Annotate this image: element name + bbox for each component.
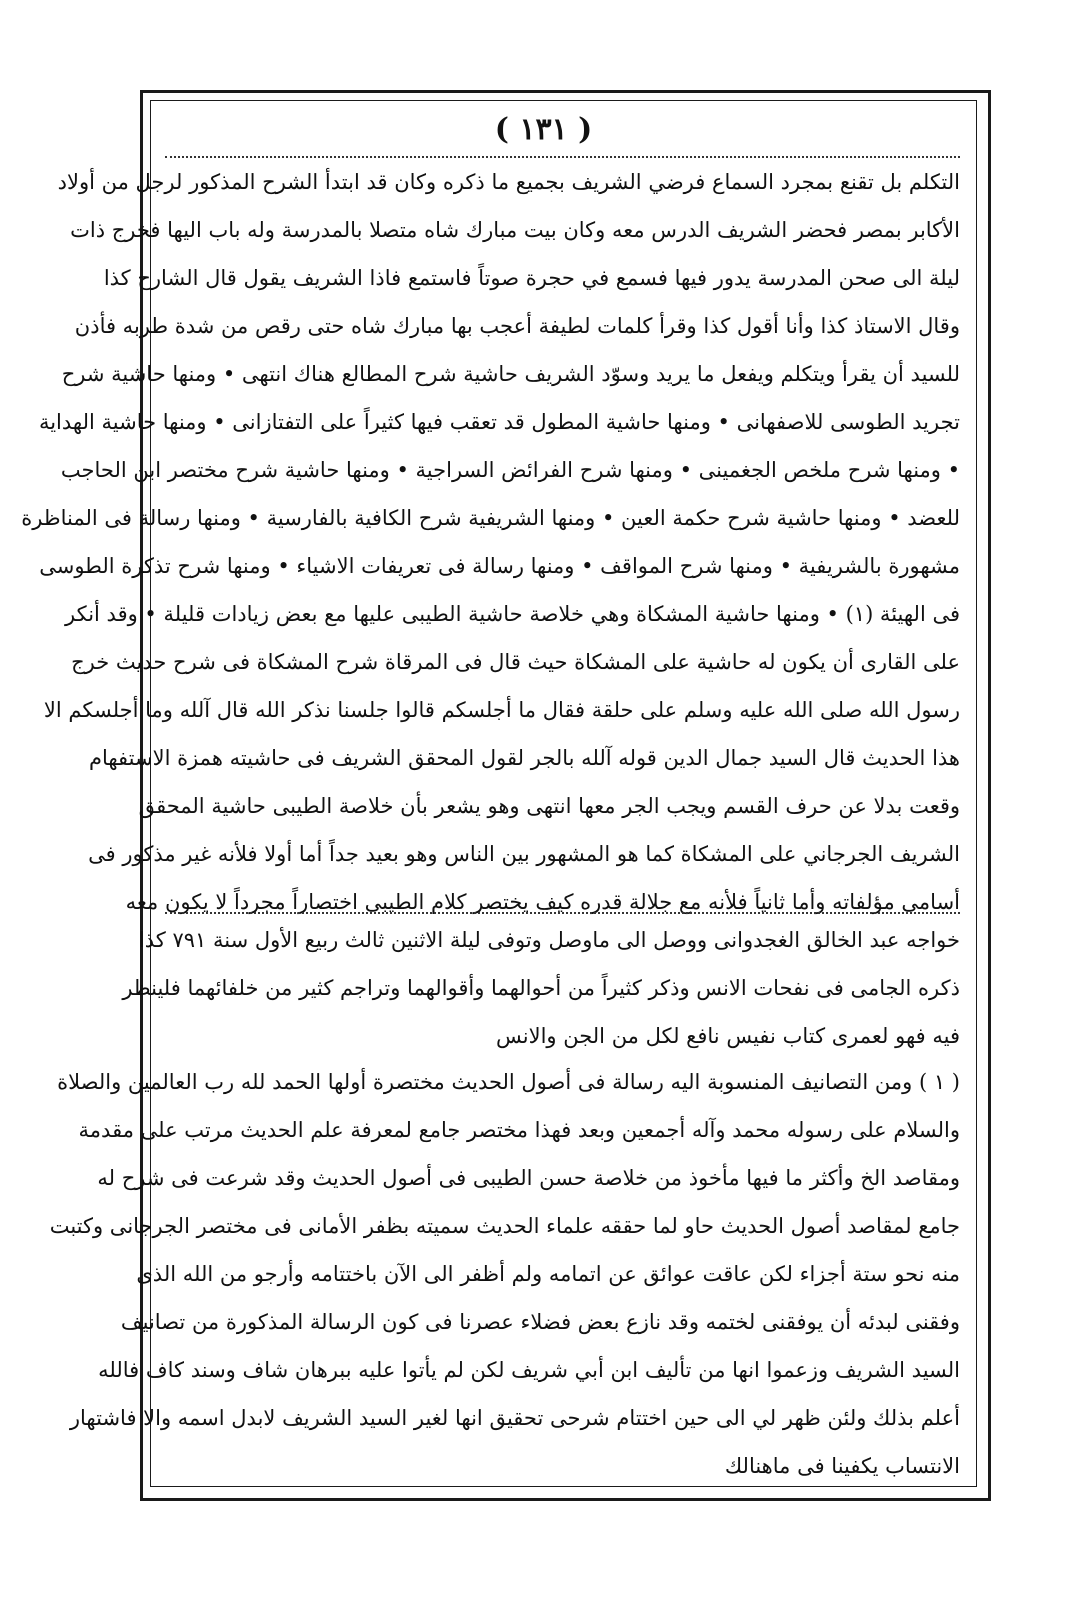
text-line: الشريف الجرجاني على المشكاة كما هو المشهور بين الناس وهو بعيد جداً أما أولا فلأنه غير مذكور فى bbox=[88, 842, 960, 866]
footnote-rule bbox=[165, 912, 960, 914]
text-line: ليلة الى صحن المدرسة يدور فيها فسمع في حجرة صوتاً فاستمع فاذا الشريف يقول قال الشارح كذا bbox=[103, 266, 960, 290]
text-line: وقال الاستاذ كذا وأنا أقول كذا وقرأ كلمات لطيفة أعجب بها مبارك شاه حتى رقص من شدة طربه فأذن bbox=[74, 314, 960, 338]
text-line: فى الهيئة (١) • ومنها حاشية المشكاة وهي خلاصة حاشية الطيبى عليها مع بعض زيادات قليلة • وقد أنكر bbox=[65, 602, 960, 626]
footnote-line: أعلم بذلك ولئن ظهر لي الى حين اختتام شرحى تحقيق انها لغير السيد الشريف لابدل اسمه والا فاشتهار bbox=[69, 1406, 960, 1430]
text-line: وقعت بدلا عن حرف القسم ويجب الجر معها انتهى وهو يشعر بأن خلاصة الطيبى حاشية المحقق bbox=[138, 794, 960, 818]
footnote bbox=[49, 1058, 960, 1490]
text-line: تجريد الطوسى للاصفهانى • ومنها حاشية المطول قد تعقب فيها كثيراً على التفتازانى • ومنها حاشية الهداية bbox=[38, 410, 960, 434]
text-line: أسامى مؤلفاته وأما ثانياً فلأنه مع جلالة قدره كيف يختصر كلام الطيبى اختصاراً مجرداً لا يكون معه bbox=[125, 890, 960, 914]
text-line: على القارى أن يكون له حاشية على المشكاة حيث قال فى المرقاة شرح المشكاة فى شرح حديث خرج bbox=[71, 650, 960, 674]
footnote-line: والسلام على رسوله محمد وآله أجمعين وبعد فهذا مختصر جامع لمعرفة علم الحديث مرتب على مقدمة bbox=[78, 1118, 960, 1142]
text-line: رسول الله صلى الله عليه وسلم على حلقة فقال ما أجلسكم قالوا جلسنا نذكر الله قال آلله وما أجلسكم الا bbox=[43, 698, 960, 722]
text-line: الأكابر بمصر فحضر الشريف الدرس معه وكان بيت مبارك شاه متصلا بالمدرسة وله باب اليها فخرج ذات bbox=[70, 218, 960, 242]
text-line: التكلم بل تقنع بمجرد السماع فرضي الشريف بجميع ما ذكره وكان قد ابتدأ الشرح المذكور لرجل من أولاد bbox=[57, 170, 960, 194]
footnote-line: الانتساب يكفينا فى ماهنالك bbox=[724, 1454, 960, 1478]
footnote-line: ( ١ ) ومن التصانيف المنسوبة اليه رسالة فى أصول الحديث مختصرة أولها الحمد لله رب العالمين والصلاة bbox=[57, 1070, 960, 1094]
footnote-line: السيد الشريف وزعموا انها من تأليف ابن أبي شريف لكن لم يأتوا عليه ببرهان شاف وسند كاف فالله bbox=[98, 1358, 960, 1382]
text-line: هذا الحديث قال السيد جمال الدين قوله آلله بالجر لقول المحقق الشريف فى حاشيته همزة الاستفهام bbox=[88, 746, 960, 770]
text-line: فيه فهو لعمرى كتاب نفيس نافع لكل من الجن والانس bbox=[496, 1024, 960, 1048]
footnote-line: جامع لمقاصد أصول الحديث حاو لما حققه علماء الحديث سميته بظفر الأمانى فى مختصر الجرجانى وكتبت bbox=[49, 1214, 960, 1238]
text-line: خواجه عبد الخالق الغجدوانى ووصل الى ماوصل وتوفى ليلة الاثنين ثالث ربيع الأول سنة ٧٩١ كذا bbox=[138, 928, 960, 952]
text-line: • ومنها شرح ملخص الجغمينى • ومنها شرح الفرائض السراجية • ومنها حاشية شرح مختصر ابن الحاجب bbox=[60, 458, 960, 482]
page-number: ( ١٣١ ) bbox=[494, 112, 593, 147]
continuation-text bbox=[122, 916, 960, 1060]
text-line: للسيد أن يقرأ ويتكلم ويفعل ما يريد وسوّد الشريف حاشية شرح المطالع هناك انتهى • ومنها حاشية شرح bbox=[61, 362, 960, 386]
text-line: ذكره الجامى فى نفحات الانس وذكر كثيراً من أحوالهما وأقوالهما وتراجم كثير من خلفائهما فلينظر bbox=[122, 976, 960, 1000]
footnote-line: ومقاصد الخ وأكثر ما فيها مأخوذ من خلاصة حسن الطيبى فى أصول الحديث وقد شرعت فى شرح له bbox=[97, 1166, 960, 1190]
footnote-line: منه نحو ستة أجزاء لكن عاقت عوائق عن اتمامه ولم أظفر الى الآن باختتامه وأرجو من الله الذى bbox=[136, 1262, 960, 1286]
text-line: للعضد • ومنها حاشية شرح حكمة العين • ومنها الشريفية شرح الكافية بالفارسية • ومنها رسالة فى المناظرة bbox=[21, 506, 960, 530]
text-line: مشهورة بالشريفية • ومنها شرح المواقف • ومنها رسالة فى تعريفات الاشياء • ومنها شرح تذكرة الطوسى bbox=[39, 554, 960, 578]
footnote-line: وفقنى لبدئه أن يوفقنى لختمه وقد نازع بعض فضلاء عصرنا فى كون الرسالة المذكورة من تصانيف bbox=[120, 1310, 960, 1334]
main-text bbox=[21, 158, 960, 926]
